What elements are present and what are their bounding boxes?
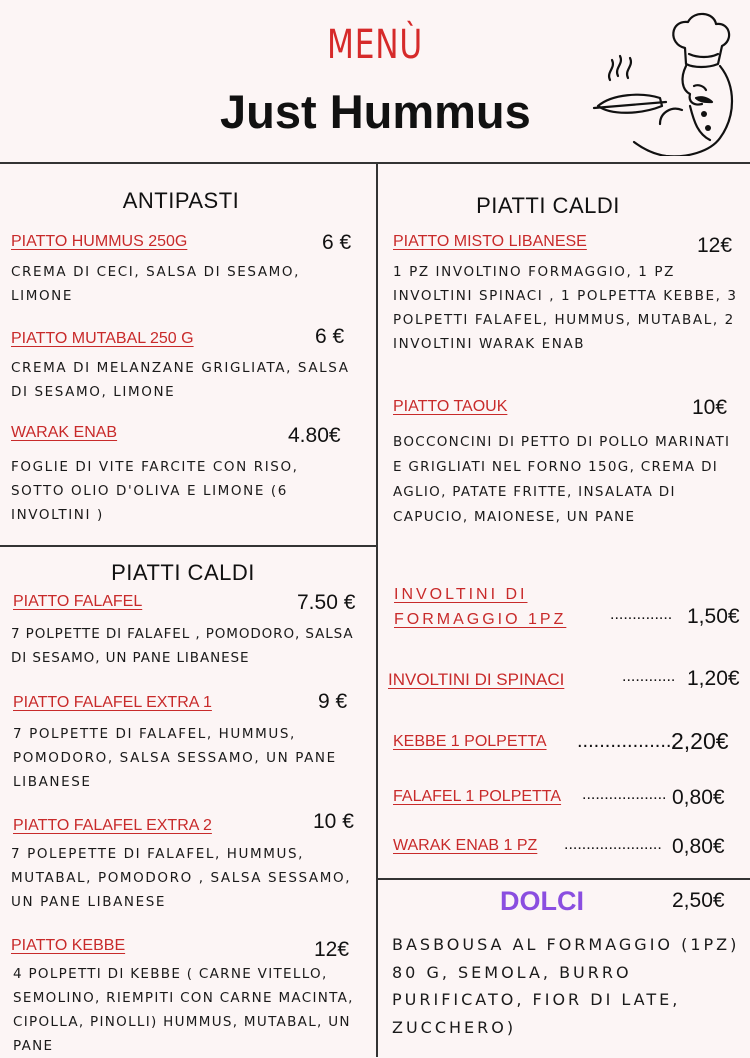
item-description: 7 POLPETTE DI FALAFEL , POMODORO, SALSA DI SESAMO, UN PANE LIBANESE	[11, 626, 354, 666]
item-price: 6 €	[315, 325, 345, 348]
item-description: CREMA DI CECI, SALSA DI SESAMO, LIMONE	[11, 264, 301, 304]
item-price: 2,20€	[671, 728, 729, 754]
item-name: PIATTO FALAFEL EXTRA 2	[13, 817, 212, 834]
price-dots: ...................	[582, 786, 667, 803]
antipasti-title: ANTIPASTI	[122, 188, 240, 213]
item-description: BOCCONCINI DI PETTO DI POLLO MARINATI E GRIGLIATI NEL FORNO 150G, CREMA DI AGLIO, PATATE FRITTE, INSALATA DI CAPUCIO, MAIONESE, UN PANE	[393, 434, 731, 525]
price-dots: ..............	[610, 606, 673, 623]
item-price: 9 €	[318, 690, 348, 713]
item-name: INVOLTINI DI	[394, 586, 528, 603]
item-name: PIATTO FALAFEL	[13, 593, 143, 610]
piatti-caldi-right-title: PIATTI CALDI	[476, 193, 620, 218]
dolci-description: BASBOUSA AL FORMAGGIO (1PZ) 80 G, SEMOLA, BURRO PURIFICATO, FIOR DI LATE, ZUCCHERO)	[392, 935, 740, 1037]
item-description: 7 POLPETTE DI FALAFEL, HUMMUS, POMODORO, SALSA SESSAMO, UN PANE LIBANESE	[13, 726, 337, 790]
item-description: 7 POLEPETTE DI FALAFEL, HUMMUS, MUTABAL, POMODORO , SALSA SESSAMO, UN PANE LIBANESE	[11, 846, 352, 910]
item-name: PIATTO TAOUK	[393, 398, 508, 415]
item-name: WARAK ENAB 1 PZ	[393, 837, 538, 854]
item-name: INVOLTINI DI SPINACI	[388, 670, 565, 689]
item-price: 7.50 €	[297, 591, 356, 614]
item-price: 0,80€	[672, 786, 725, 809]
price-dots: ..................	[577, 730, 678, 752]
piatti-caldi-left-title: PIATTI CALDI	[111, 560, 255, 585]
column-divider	[376, 164, 378, 1057]
item-price: 1,20€	[687, 667, 740, 690]
item-description: 4 POLPETTI DI KEBBE ( CARNE VITELLO, SEMOLINO, RIEMPITI CON CARNE MACINTA, CIPOLLA, PINOLLI) HUMMUS, MUTABAL, UN PANE	[13, 966, 354, 1054]
item-price: 0,80€	[672, 835, 725, 858]
item-price: 10 €	[313, 810, 354, 833]
item-price: 1,50€	[687, 605, 740, 628]
item-description: 1 PZ INVOLTINO FORMAGGIO, 1 PZ INVOLTINI SPINACI , 1 POLPETTA KEBBE, 3 POLPETTI FALAFEL, HUMMUS, MUTABAL, 2 INVOLTINI WARAK ENAB	[393, 264, 738, 352]
item-name: FORMAGGIO 1PZ	[394, 611, 567, 628]
item-price: 12€	[314, 938, 350, 961]
left-section-divider	[0, 545, 378, 547]
menu-label: MENÙ	[327, 22, 423, 68]
item-description: FOGLIE DI VITE FARCITE CON RISO, SOTTO OLIO D'OLIVA E LIMONE (6 INVOLTINI )	[11, 459, 299, 523]
item-name: PIATTO HUMMUS 250G	[11, 233, 188, 250]
chef-illustration-icon	[590, 6, 740, 156]
header-divider	[0, 162, 750, 164]
item-price: 10€	[692, 396, 728, 419]
item-name: PIATTO MUTABAL 250 G	[11, 330, 194, 347]
item-price: 6 €	[322, 231, 352, 254]
item-description: CREMA DI MELANZANE GRIGLIATA, SALSA DI SESAMO, LIMONE	[11, 360, 350, 400]
price-dots: ......................	[564, 836, 662, 853]
item-price: 4.80€	[288, 424, 341, 447]
dolci-price: 2,50€	[672, 889, 725, 912]
dolci-title: DOLCI	[500, 886, 584, 916]
item-name: FALAFEL 1 POLPETTA	[393, 788, 562, 805]
item-name: PIATTO KEBBE	[11, 937, 126, 954]
right-section-divider	[378, 878, 750, 880]
item-price: 12€	[697, 234, 733, 257]
item-name: PIATTO FALAFEL EXTRA 1	[13, 694, 212, 711]
item-name: WARAK ENAB	[11, 424, 118, 441]
price-dots: ............	[622, 668, 676, 685]
item-name: PIATTO MISTO LIBANESE	[393, 233, 587, 250]
item-name: KEBBE 1 POLPETTA	[393, 733, 547, 750]
restaurant-title: Just Hummus	[220, 85, 531, 138]
